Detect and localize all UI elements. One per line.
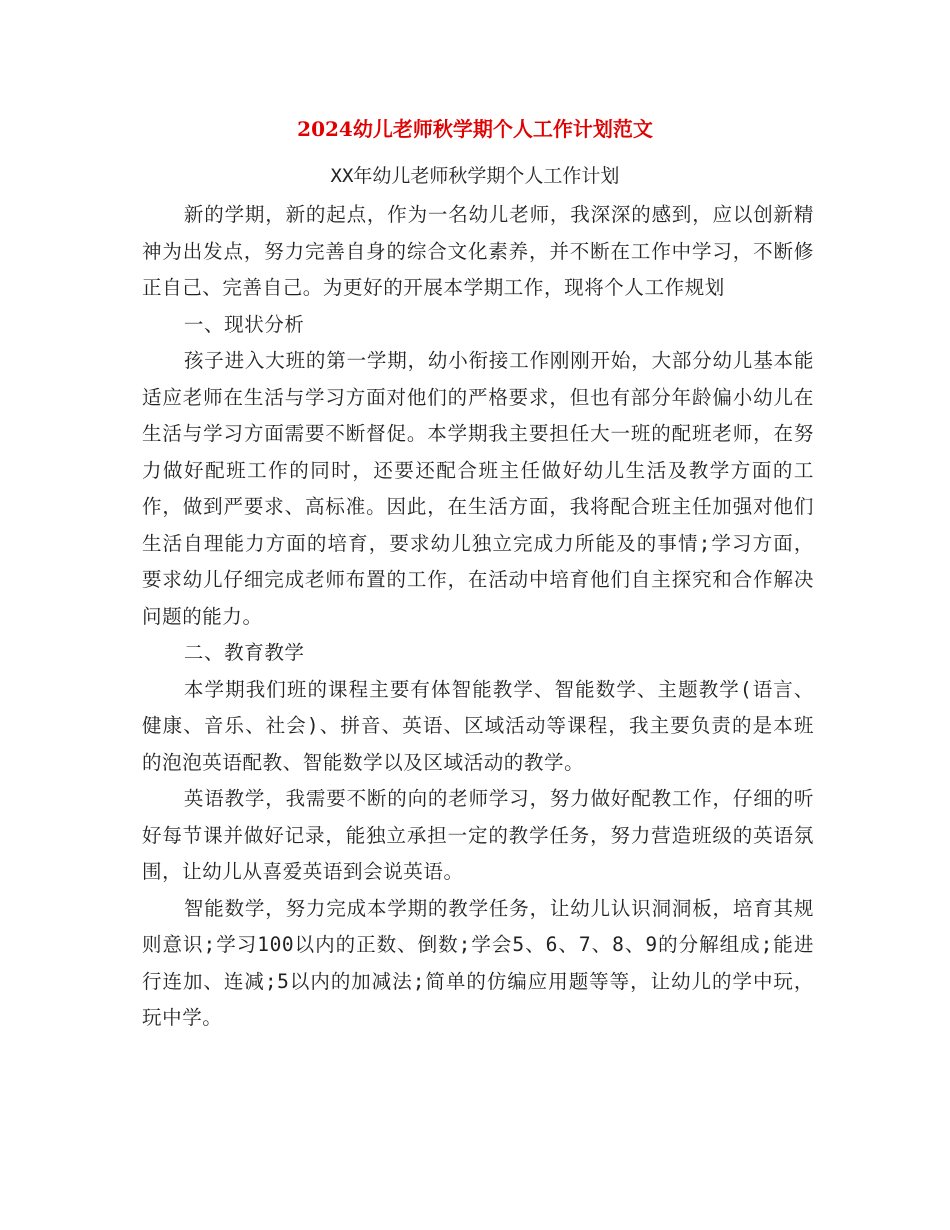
curriculum-paragraph: 本学期我们班的课程主要有体智能教学、智能数学、主题教学(语言、健康、音乐、社会)、拼音、英语、区域活动等课程，我主要负责的是本班的泡泡英语配教、智能数学以及区域活动的教学。 (142, 677, 814, 774)
english-teaching-paragraph: 英语教学，我需要不断的向的老师学习，努力做好配教工作，仔细的听好每节课并做好记录，能独立承担一定的教学任务，努力营造班级的英语氛围，让幼儿从喜爱英语到会说英语。 (142, 787, 814, 883)
section-heading-teaching: 二、教育教学 (183, 641, 305, 664)
status-analysis-paragraph: 孩子进入大班的第一学期，幼小衔接工作刚刚开始，大部分幼儿基本能适应老师在生活与学习方面对他们的严格要求，但也有部分年龄偏小幼儿在生活与学习方面需要不断督促。本学期我主要担任大一班的配班老师，在努力做好配班工作的同时，还要还配合班主任做好幼儿生活及教学方面的工作，做到严要求、高标准。因此，在生活方面，我将配合班主任加强对他们生活自理能力方面的培育，要求幼儿独立完成力所能及的事情;学习方面，要求幼儿仔细完成老师布置的工作，在活动中培育他们自主探究和合作解决问题的能力。 (142, 349, 814, 628)
intro-paragraph: 新的学期，新的起点，作为一名幼儿老师，我深深的感到，应以创新精神为出发点，努力完善自身的综合文化素养，并不断在工作中学习，不断修正自己、完善自己。为更好的开展本学期工作，现将个人工作规划 (142, 203, 814, 299)
document-subtitle: XX年幼儿老师秋学期个人工作计划 (330, 165, 620, 187)
math-teaching-paragraph: 智能数学，努力完成本学期的教学任务，让幼儿认识洞洞板，培育其规则意识;学习100以内的正数、倒数;学会5、6、7、8、9的分解组成;能进行连加、连减;5以内的加减法;简单的仿编应用题等等，让幼儿的学中玩，玩中学。 (142, 896, 814, 1029)
document-body (142, 197, 814, 1037)
section-heading-status: 一、现状分析 (183, 312, 305, 336)
document-title: 2024幼儿老师秋学期个人工作计划范文 (297, 117, 653, 141)
